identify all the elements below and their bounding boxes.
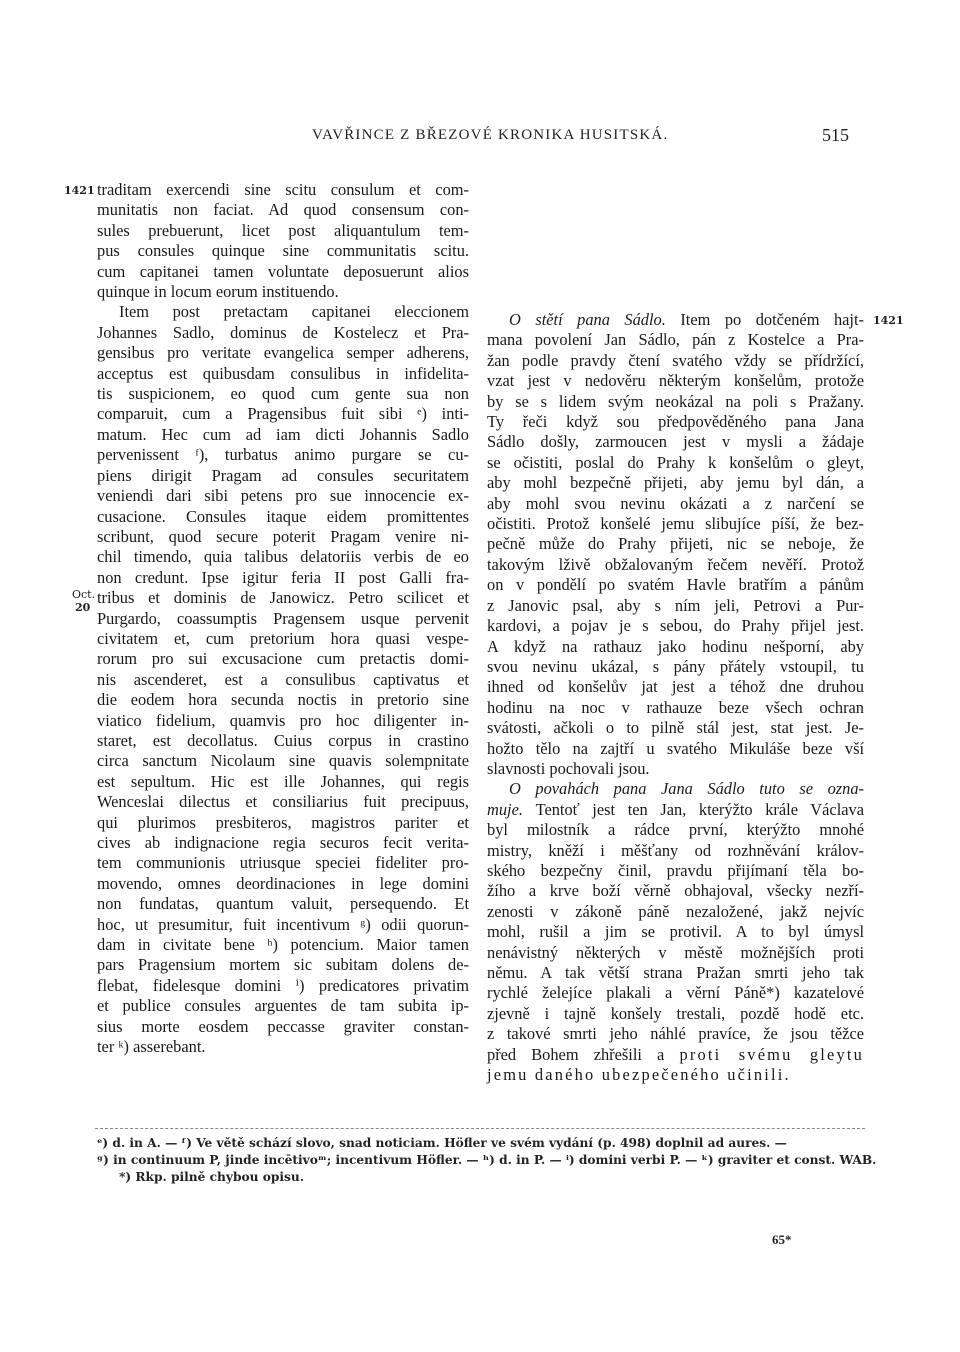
text-line: non fundatas, quantum valuit, persequendo. Et — [97, 894, 469, 914]
text-line: pus consules quinque sine communitatis scitu. — [97, 241, 469, 261]
text-line: veniendi dari sibi petens pro sue innocencie ex- — [97, 486, 469, 506]
text-line: nis ascenderet, est a consulibus captivatus et — [97, 669, 469, 689]
text-line: svátosti, ačkoli o to pilně stál jest, stat jest. Je- — [487, 718, 864, 738]
text-line: němu. A tak větší strana Pražan smrti jeho tak — [487, 963, 864, 982]
text-line: se očistiti, poslal do Prahy k konšelům o gleyt, — [487, 452, 864, 472]
text-line: Sádlo došly, zarmoucen jest v mysli a žádaje — [487, 432, 864, 452]
text-line: flebat, fidelesque domini ⁱ) predicatores privatim — [97, 975, 469, 995]
text-line: mistry, kněží i měšťany od rozhněvání králov- — [487, 840, 864, 860]
text-line: viatico fidelium, quamvis pro hoc diligenter in- — [97, 710, 469, 730]
text-line: est sepultum. Hic est ille Johannes, qui regis — [97, 771, 469, 791]
text-line — [487, 310, 864, 330]
margin-date-month: Oct. — [72, 588, 96, 601]
text-line — [487, 800, 864, 820]
text-line: staret, est decollatus. Cuius corpus in crastino — [97, 730, 469, 750]
text-line: scribunt, quod secure poterit Pragam venire ni- — [97, 526, 469, 546]
text-line: quinque in locum eorum instituendo. — [97, 282, 339, 302]
text-line: pars Pragensium mortem sic subitam dolens de- — [97, 955, 469, 975]
spaced-text: jemu daného ubezpečeného učinili. — [487, 1065, 791, 1085]
text-line: svou nevinu ukázal, s pány přátely vstoupil, tu — [487, 656, 864, 676]
text-line: Item post pretactam capitanei eleccionem — [119, 302, 469, 322]
text-line: rychlé želejíce plakali a věrní Páně*) kazatelové — [487, 983, 864, 1003]
text-line: gensibus pro veritate evangelica semper adherens, — [97, 343, 469, 363]
latin-column — [97, 180, 469, 1057]
text-line: takovým lživě obžalovaným řečem nevěří. Protož — [487, 554, 864, 574]
text-line: Ty řeči když sou předpověděného pana Jana — [487, 412, 864, 432]
text-line: matum. Hec cum ad iam dicti Johannis Sadlo — [97, 424, 469, 444]
text-line: by se s lidem svým neokázal na poli s Pražany. — [487, 391, 864, 411]
text-line: A když na rathauz jako hodinu nešporní, aby — [487, 636, 864, 656]
text-line: mohl, rušil a jim se protivil. A to byl úmysl — [487, 922, 864, 942]
text-line: žan podle pravdy čtení svatého vždy se přídržící, — [487, 350, 864, 370]
text-line: slavnosti pochovali jsou. — [487, 758, 650, 778]
text-line: aby mohl svou nevinu okázati a z narčení se — [487, 493, 864, 513]
footnote-line: ᵉ) d. in A. — ᶠ) Ve větě schází slovo, snad noticiam. Höfler ve svém vydání (p. 498) doplnil ad aures. — — [97, 1136, 787, 1150]
text-line: cusacione. Consules itaque eidem promittentes — [97, 506, 469, 526]
text-line: vzat jest v nedověru některým konšelům, protože — [487, 371, 864, 391]
text-line: piens dirigit Pragam ad consules securitatem — [97, 465, 469, 485]
running-title: VAVŘINCE Z BŘEZOVÉ KRONIKA HUSITSKÁ. — [312, 127, 669, 143]
page-number: 515 — [822, 125, 849, 145]
text-line: et publice consules arguentes de tam subita ip- — [97, 996, 469, 1016]
text-line: zjevně i tajně konšely trestali, pozdě hodě etc. — [487, 1003, 864, 1023]
text-line: z takové smrti jeho náhlé pravíce, že jsou těžce — [487, 1024, 864, 1044]
text-line: tis suspicionem, eo quod cum gente sua non — [97, 384, 469, 404]
footnote-line: *) Rkp. pilně chybou opisu. — [119, 1170, 304, 1184]
margin-year-right: 1421 — [873, 314, 904, 327]
text-line: cives ab indignacione regia securos fecit verita- — [97, 833, 469, 852]
text-line: hodinu na noc v rathauze beze všech ochran — [487, 697, 864, 717]
text-line: movendo, omnes deordinaciones in lege domini — [97, 873, 469, 893]
text-line: sius morte eosdem peccasse graviter constan- — [97, 1016, 469, 1036]
text-line: ter ᵏ) asserebant. — [97, 1037, 206, 1057]
spaced-text: proti svému gleytu — [679, 1044, 864, 1064]
text-line — [487, 1045, 864, 1065]
text-line: aby mohl bezpečně přijeti, aby jemu byl dán, a — [487, 473, 864, 493]
text-line: očistiti. Protož konšelé jemu slibujíce píší, že bez- — [487, 514, 864, 534]
text-line: traditam exercendi sine scitu consulum et com- — [97, 180, 469, 199]
text-line: hožto tělo na zajtří u svatého Mikuláše beze vší — [487, 738, 864, 758]
text-line: acceptus est quibusdam consulibus in infidelita- — [97, 363, 469, 383]
text-line: pečně může do Prahy přijeti, nic se neboje, že — [487, 534, 864, 554]
signature-mark: 65* — [772, 1232, 792, 1247]
text-line: rorum pro sui excusacione cum pretactis domi- — [97, 649, 469, 669]
text-line: civitatem et, cum pretorium hora quasi vespe- — [97, 628, 469, 648]
text-line: chil timendo, quia talibus delatoriis verbis de eo — [97, 547, 469, 567]
text-line: qui plurimos presbiteros, magistros pariter et — [97, 812, 469, 832]
text-fragment: před Bohem zhřešili a — [487, 1044, 680, 1064]
text-line: on v pondělí po svatém Havle bratřím a pánům — [487, 575, 864, 595]
text-line: tem communionis utriusque speciei fideliter pro- — [97, 853, 469, 873]
text-line: pervenissent ᶠ), turbatus animo purgare se cu- — [97, 445, 469, 465]
text-line: comparuit, cum a Pragensibus fuit sibi ᵉ) inti- — [97, 404, 469, 424]
margin-date-day: 20 — [75, 601, 91, 614]
text-line: die eodem hora secunda noctis in pretorio sine — [97, 690, 469, 710]
footnote-line: ᵍ) in continuum P, jinde incētivoᵐ; incentivum Höfler. — ʰ) d. in P. — ⁱ) domini verbi P. — ᵏ) graviter et const. WAB. — [97, 1153, 877, 1167]
text-line: munitatis non faciat. Ad quod consensum con- — [97, 200, 469, 220]
text-line: kardovi, a pojav je s sebou, do Prahy přijel jest. — [487, 616, 864, 636]
text-line: mana povolení Jan Sádlo, pán z Kostelce a Pra- — [487, 330, 864, 350]
section-heading: O povahách pana Jana Sádlo tuto se ozna- — [509, 779, 864, 799]
text-line: ského bezpečny činil, pravdu přijímaní těla bo- — [487, 860, 864, 880]
text-line: byl milostník a rádce první, kterýžto mnohé — [487, 820, 864, 840]
text-line: cum capitanei tamen voluntate deposuerunt alios — [97, 261, 469, 281]
section-heading-end: muje. — [487, 799, 536, 819]
page-header — [0, 127, 960, 151]
margin-year-left: 1421 — [64, 184, 95, 197]
text-line: ihned od konšelův jat jest a téhož dne druhou — [487, 677, 864, 697]
text-line: tribus et dominis de Janowicz. Petro scilicet et — [97, 588, 469, 608]
text-line: zenosti v zákoně páně nezaložené, jakž nejvíc — [487, 901, 864, 921]
text-line: z Janovic psal, aby s ním jeli, Petrovi a Pur- — [487, 595, 864, 615]
section-heading: O stětí pana Sádlo. — [509, 310, 666, 329]
text-line: Purgardo, coassumptis Pragensem usque pervenit — [97, 608, 469, 628]
text-fragment: Tentoť jest ten Jan, kterýžto krále Václava — [535, 799, 864, 819]
text-line: nenávistný některých v městě možnějších proti — [487, 942, 864, 962]
czech-column — [487, 310, 864, 1085]
text-line: non credunt. Ipse igitur feria II post Galli fra- — [97, 567, 469, 587]
text-line: hoc, ut presumitur, fuit incentivum ᵍ) odii quorun- — [97, 914, 469, 934]
text-line: sules prebuerunt, licet post aliquantulum tem- — [97, 220, 469, 240]
text-line: Wenceslai dilectus et consiliarius fuit precipuus, — [97, 792, 469, 812]
text-fragment: Item po dotčeném hajt- — [665, 310, 864, 329]
text-line: circa sanctum Nicolaum sine quavis solempnitate — [97, 751, 469, 771]
text-line: dam in civitate bene ʰ) potencium. Maior tamen — [97, 935, 469, 955]
text-line: žího a krve boží věrně obhajoval, všecky nezří- — [487, 881, 864, 901]
footnote-divider — [95, 1128, 865, 1129]
footnotes — [97, 1135, 877, 1186]
text-line: Johannes Sadlo, dominus de Kostelecz et Pra- — [97, 322, 469, 342]
